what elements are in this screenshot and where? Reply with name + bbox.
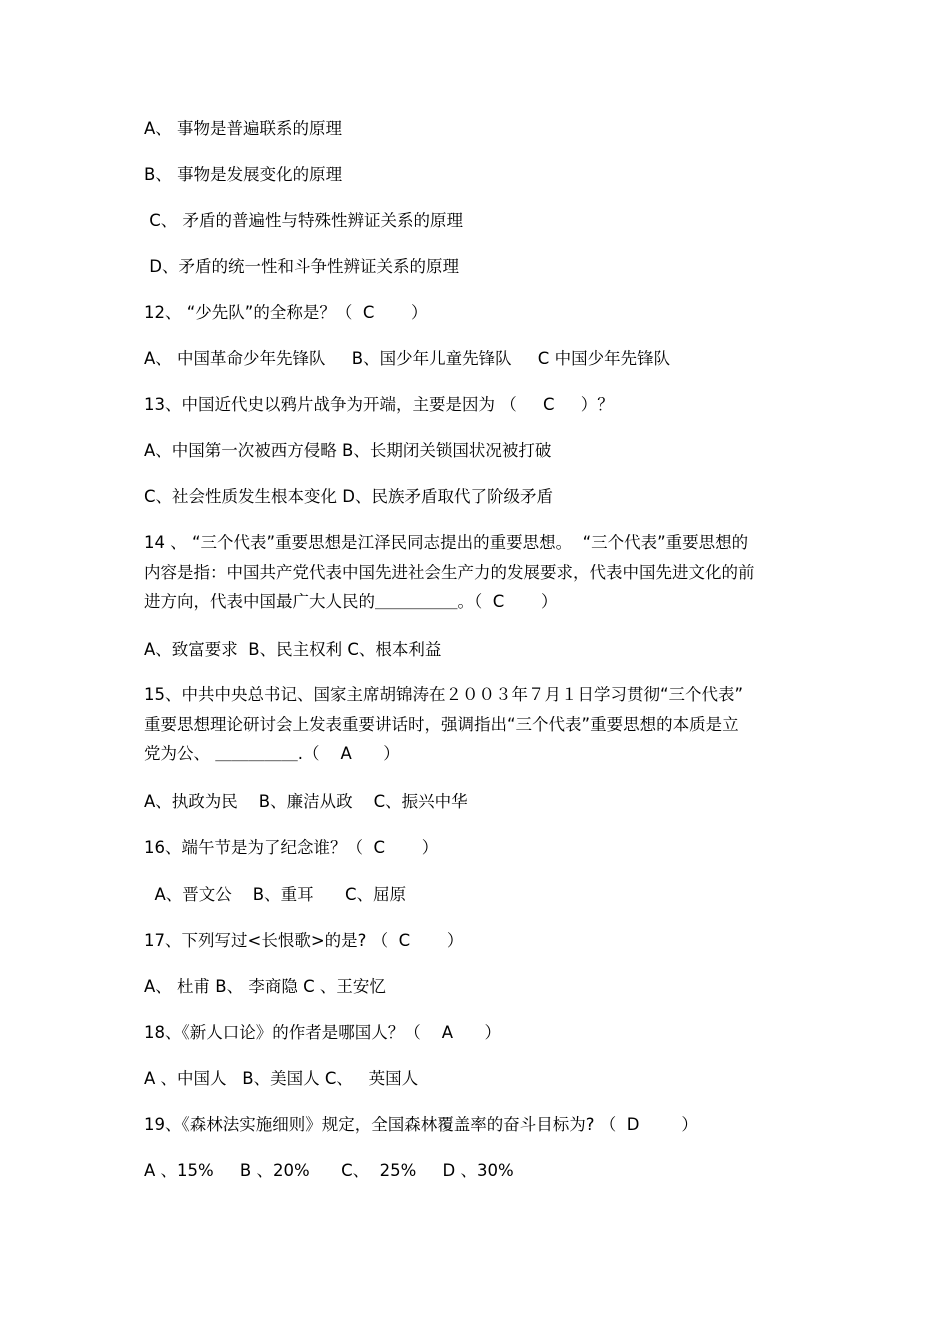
q18-question: 18、《新人口论》的作者是哪国人？（ A ） <box>144 1023 501 1042</box>
q17-question: 17、下列写过<长恨歌>的是? （ C ） <box>144 931 464 950</box>
q15-options: A、执政为民 B、廉洁从政 C、振兴中华 <box>144 792 468 811</box>
q13-options-cd: C、社会性质发生根本变化 D、民族矛盾取代了阶级矛盾 <box>144 487 553 506</box>
q14-question <box>144 528 806 617</box>
q18-options: A 、中国人 B、美国人 C、 英国人 <box>144 1069 419 1088</box>
q17-options: A、 杜甫 B、 李商隐 C 、王安忆 <box>144 977 386 996</box>
q13-question: 13、中国近代史以鸦片战争为开端，主要是因为 （ C ）？ <box>144 395 614 414</box>
q15-line-2: 重要思想理论研讨会上发表重要讲话时，强调指出“三个代表”重要思想的本质是立 <box>144 714 739 734</box>
q11-option-c: C、 矛盾的普遍性与特殊性辨证关系的原理 <box>144 211 464 230</box>
q15-line-1: 15、中共中央总书记、国家主席胡锦涛在２００３年７月１日学习贯彻“三个代表” <box>144 685 744 704</box>
q14-line-1: 14 、 “三个代表”重要思想是江泽民同志提出的重要思想。 “三个代表”重要思想的 <box>144 533 749 552</box>
q14-line-2: 内容是指：中国共产党代表中国先进社会生产力的发展要求，代表中国先进文化的前 <box>144 562 755 582</box>
q19-question: 19、《森林法实施细则》规定，全国森林覆盖率的奋斗目标为? （ D ） <box>144 1115 698 1134</box>
q14-line-3: 进方向，代表中国最广大人民的＿＿＿＿＿。（ C ） <box>144 592 558 611</box>
q11-option-a: A、 事物是普遍联系的原理 <box>144 119 343 138</box>
q19-options: A 、15% B 、20% C、 25% D 、30% <box>144 1161 514 1180</box>
q16-question: 16、端午节是为了纪念谁？（ C ） <box>144 838 439 857</box>
q11-option-d: D、矛盾的统一性和斗争性辨证关系的原理 <box>144 257 459 276</box>
q15-question <box>144 680 806 769</box>
q12-question: 12、 “少先队”的全称是？（ C ） <box>144 303 428 322</box>
q14-options: A、致富要求 B、民主权利 C、根本利益 <box>144 640 442 659</box>
q15-line-3: 党为公、 ＿＿＿＿＿.（ A ） <box>144 744 400 763</box>
q13-options-ab: A、中国第一次被西方侵略 B、长期闭关锁国状况被打破 <box>144 441 552 460</box>
q11-option-b: B、 事物是发展变化的原理 <box>144 165 343 184</box>
q16-options: A、晋文公 B、重耳 C、屈原 <box>144 885 407 904</box>
q12-options: A、 中国革命少年先锋队 B、国少年儿童先锋队 C 中国少年先锋队 <box>144 349 671 368</box>
